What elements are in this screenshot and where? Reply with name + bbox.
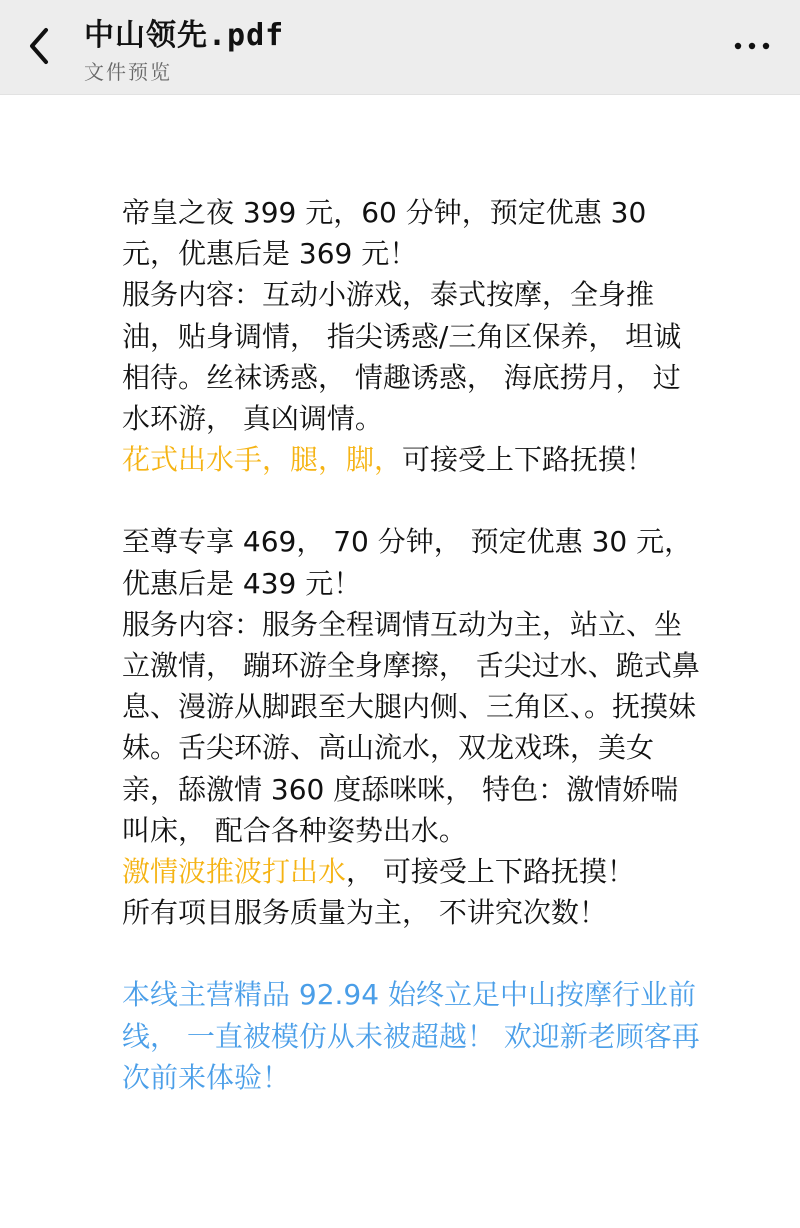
closing-text: 本线主营精品 92.94 始终立足中山按摩行业前线， 一直被模仿从未被超越！ 欢迎新老顾客再次前来体验！ [122,978,700,1094]
paragraph-gap [122,480,702,521]
header-bar [0,0,800,95]
section2-highlight: 激情波推波打出水 [122,855,347,889]
section2-tail: ， 可接受上下路抚摸！ [346,855,635,889]
chevron-left-icon [18,20,66,72]
back-button[interactable] [18,20,66,72]
section1-highlight: 花式出水手，腿，脚， [122,443,403,477]
section1-services: 服务内容：互动小游戏，泰式按摩，全身推油，贴身调情， 指尖诱惑/三角区保养， 坦诚相待。丝袜诱惑， 情趣诱惑， 海底捞月， 过水环游， 真凶调情。 [122,278,682,436]
file-subtitle: 文件预览 [84,60,172,84]
section1-highlight-line [122,439,702,480]
section2-services: 服务内容：服务全程调情互动为主，站立、坐立激情， 蹦环游全身摩擦， 舌尖过水、跪式鼻息、漫游从脚跟至大腿内侧、三角区、。抚摸妹妹。舌尖环游、高山流水，双龙戏珠，美女亲，舔激情 360 度舔咪咪， 特色：激情娇喘叫床， 配合各种姿势出水。 [122,607,700,847]
section2-price: 至尊专享 469， 70 分钟， 预定优惠 30 元， 优惠后是 439 元！ [122,525,693,600]
section1-price: 帝皇之夜 399 元，60 分钟，预定优惠 30 元，优惠后是 369 元！ [122,196,647,271]
section1-tail: 可接受上下路抚摸！ [402,443,655,477]
more-horizontal-icon [730,28,774,64]
section2-highlight-line [122,851,702,892]
paragraph-gap [122,933,702,974]
section2-note: 所有项目服务质量为主， 不讲究次数！ [122,896,607,930]
more-button[interactable] [730,28,774,64]
file-title: 中山领先.pdf [84,18,285,53]
document-body [122,192,702,1098]
